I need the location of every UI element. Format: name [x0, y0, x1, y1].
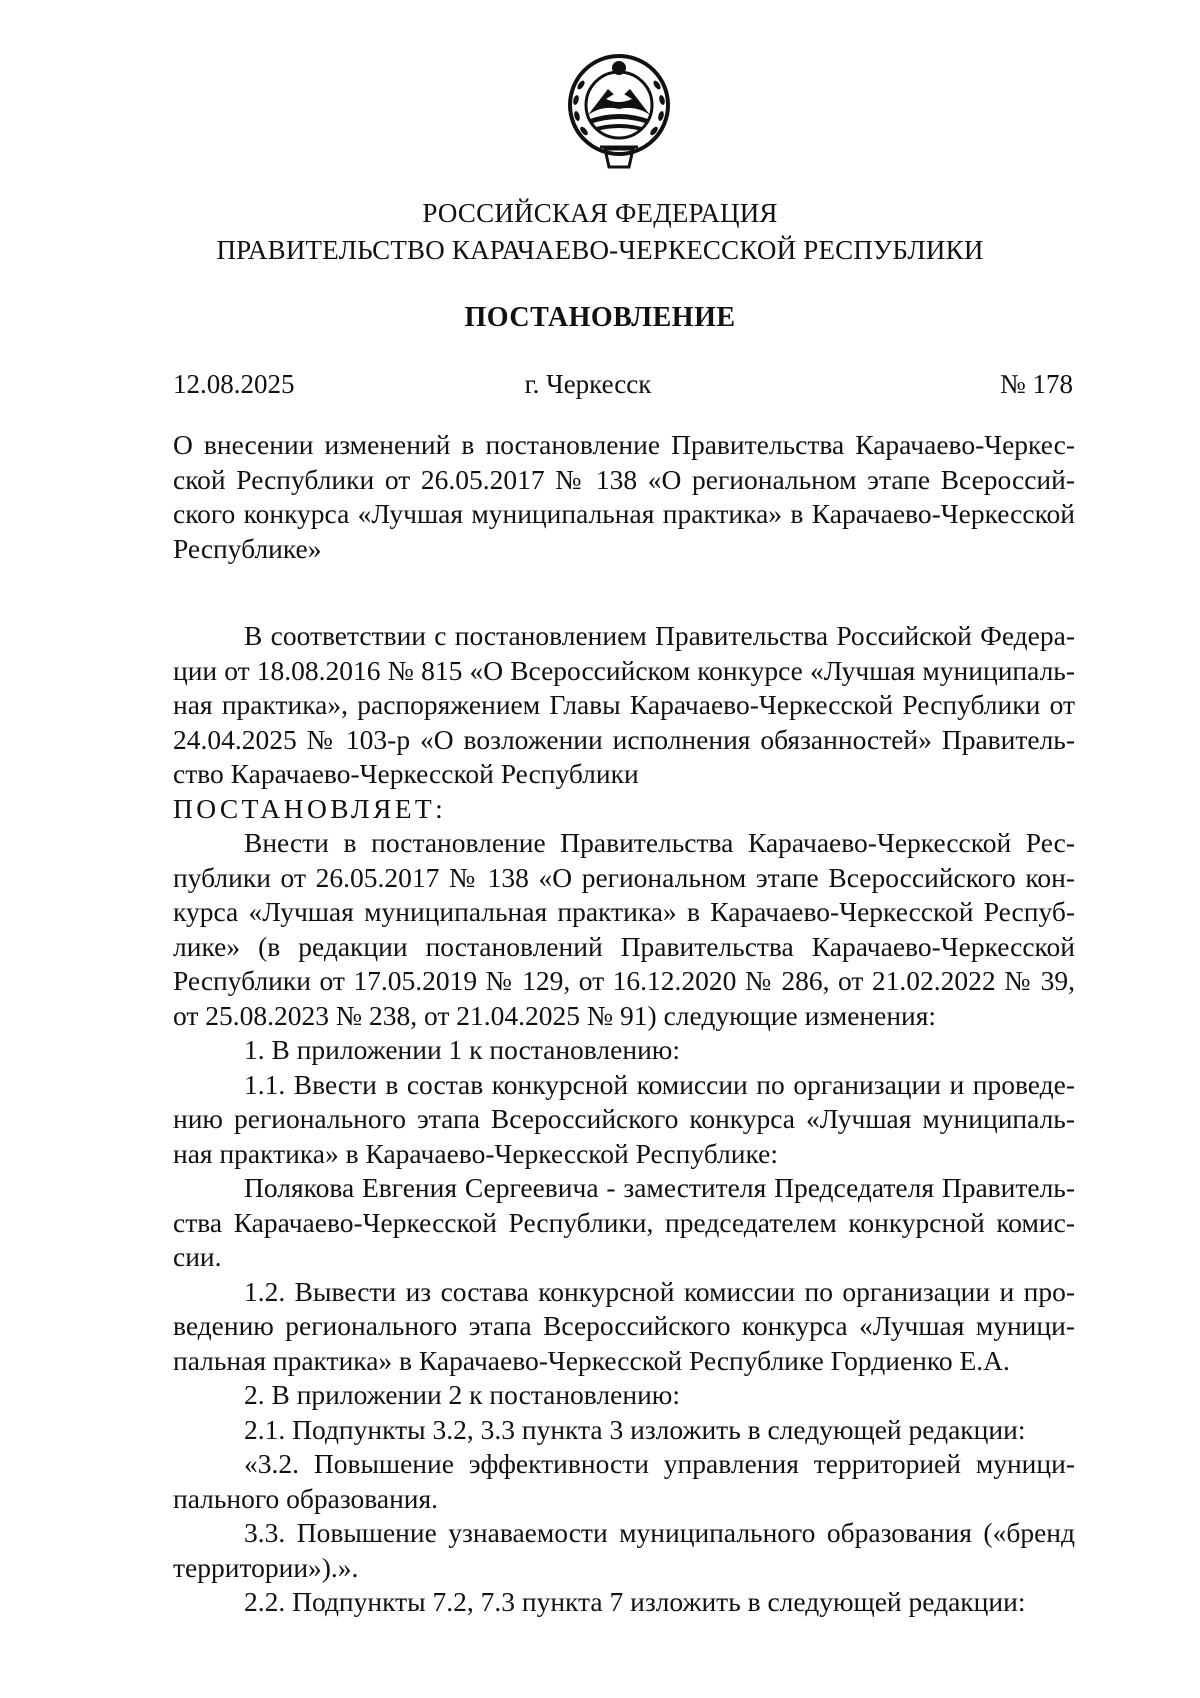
text-line: Внести в постановление Правительства Карачаево-Черкесской Рес- [244, 827, 1075, 858]
text-line: 24.04.2025 № 103-р «О возложении исполнения обязанностей» Правитель- [173, 723, 1075, 755]
text-line: публики от 26.05.2017 № 138 «О региональном этапе Всероссийского кон- [173, 861, 1075, 893]
text-line: Полякова Евгения Сергеевича - заместителя Председателя Правитель- [244, 1172, 1075, 1203]
text-line: ции от 18.08.2016 № 815 «О Всероссийском конкурсе «Лучшая муниципаль- [173, 654, 1075, 686]
text-line: ского конкурса «Лучшая муниципальная практика» в Карачаево-Черкесской [173, 498, 1075, 529]
paragraph [173, 1068, 1075, 1172]
text-line: 2.1. Подпункты 3.2, 3.3 пункта 3 изложить в следующей редакции: [244, 1413, 1026, 1445]
text-line: 2. В приложении 2 к постановлению: [244, 1379, 680, 1410]
text-line: ПОСТАНОВЛЯЕТ: [173, 792, 447, 824]
text-line: ства Карачаево-Черкесской Республики, председателем конкурсной комис- [173, 1206, 1075, 1238]
text-line: сии. [173, 1241, 222, 1272]
paragraph [173, 1447, 1075, 1516]
text-line: В соответствии с постановлением Правительства Российской Федера- [244, 620, 1075, 651]
document-number: № 178 [999, 369, 1073, 399]
resolution-keyword [173, 792, 1075, 827]
document-city: г. Черкесск [524, 369, 652, 399]
header-country: РОССИЙСКАЯ ФЕДЕРАЦИЯ [422, 198, 778, 228]
text-line: территории»).». [173, 1551, 359, 1583]
text-line: ство Карачаево-Черкесской Республики [173, 758, 639, 789]
document-date: 12.08.2025 [173, 369, 295, 399]
text-line: Республики от 17.05.2019 № 129, от 16.12.2020 № 286, от 21.02.2022 № 39, [173, 965, 1075, 996]
coat-of-arms-emblem [556, 45, 682, 175]
paragraph [173, 1516, 1075, 1585]
text-line: нию регионального этапа Всероссийского конкурса «Лучшая муниципаль- [173, 1103, 1075, 1134]
text-line: курса «Лучшая муниципальная практика» в Карачаево-Черкесской Респуб- [173, 896, 1075, 927]
paragraph [173, 1275, 1075, 1379]
paragraph [173, 619, 1075, 792]
text-line: 2.2. Подпункты 7.2, 7.3 пункта 7 изложить в следующей редакции: [244, 1586, 1026, 1617]
text-line: 3.3. Повышение узнаваемости муниципального образования («бренд [244, 1517, 1075, 1548]
text-line: пального образования. [173, 1482, 439, 1514]
text-line: «3.2. Повышение эффективности управления территорией муници- [244, 1448, 1075, 1479]
text-line: 1. В приложении 1 к постановлению: [244, 1034, 680, 1065]
paragraph [173, 1585, 1075, 1620]
paragraph [173, 1413, 1075, 1448]
paragraph [173, 1171, 1075, 1275]
text-line: О внесении изменений в постановление Правительства Карачаево-Черкес- [173, 429, 1075, 460]
text-line: ской Республики от 26.05.2017 № 138 «О региональном этапе Всероссий- [173, 463, 1075, 495]
document-type-title: ПОСТАНОВЛЕНИЕ [464, 302, 736, 333]
header-government: ПРАВИТЕЛЬСТВО КАРАЧАЕВО-ЧЕРКЕССКОЙ РЕСПУБЛИКИ [216, 235, 984, 265]
text-line: пальная практика» в Карачаево-Черкесской Республике Гордиенко Е.А. [173, 1344, 1010, 1376]
text-line: ведению регионального этапа Всероссийского конкурса «Лучшая муници- [173, 1310, 1075, 1341]
paragraph [173, 1033, 1075, 1068]
paragraph [173, 428, 1075, 566]
text-line: Республике» [173, 532, 322, 564]
text-line: лике» (в редакции постановлений Правительства Карачаево-Черкесской [173, 930, 1075, 962]
text-line: 1.1. Ввести в состав конкурсной комиссии по организации и проведе- [244, 1068, 1075, 1100]
text-line: 1.2. Вывести из состава конкурсной комиссии по организации и про- [244, 1275, 1075, 1307]
text-line: от 25.08.2023 № 238, от 21.04.2025 № 91) следующие изменения: [173, 999, 937, 1031]
paragraph-spacer [173, 566, 1075, 619]
paragraph [173, 1378, 1075, 1413]
paragraph [173, 826, 1075, 1033]
document-body [173, 428, 1075, 1620]
text-line: ная практика» в Карачаево-Черкесской Республике: [173, 1137, 778, 1169]
text-line: ная практика», распоряжением Главы Карачаево-Черкесской Республики от [173, 689, 1075, 720]
